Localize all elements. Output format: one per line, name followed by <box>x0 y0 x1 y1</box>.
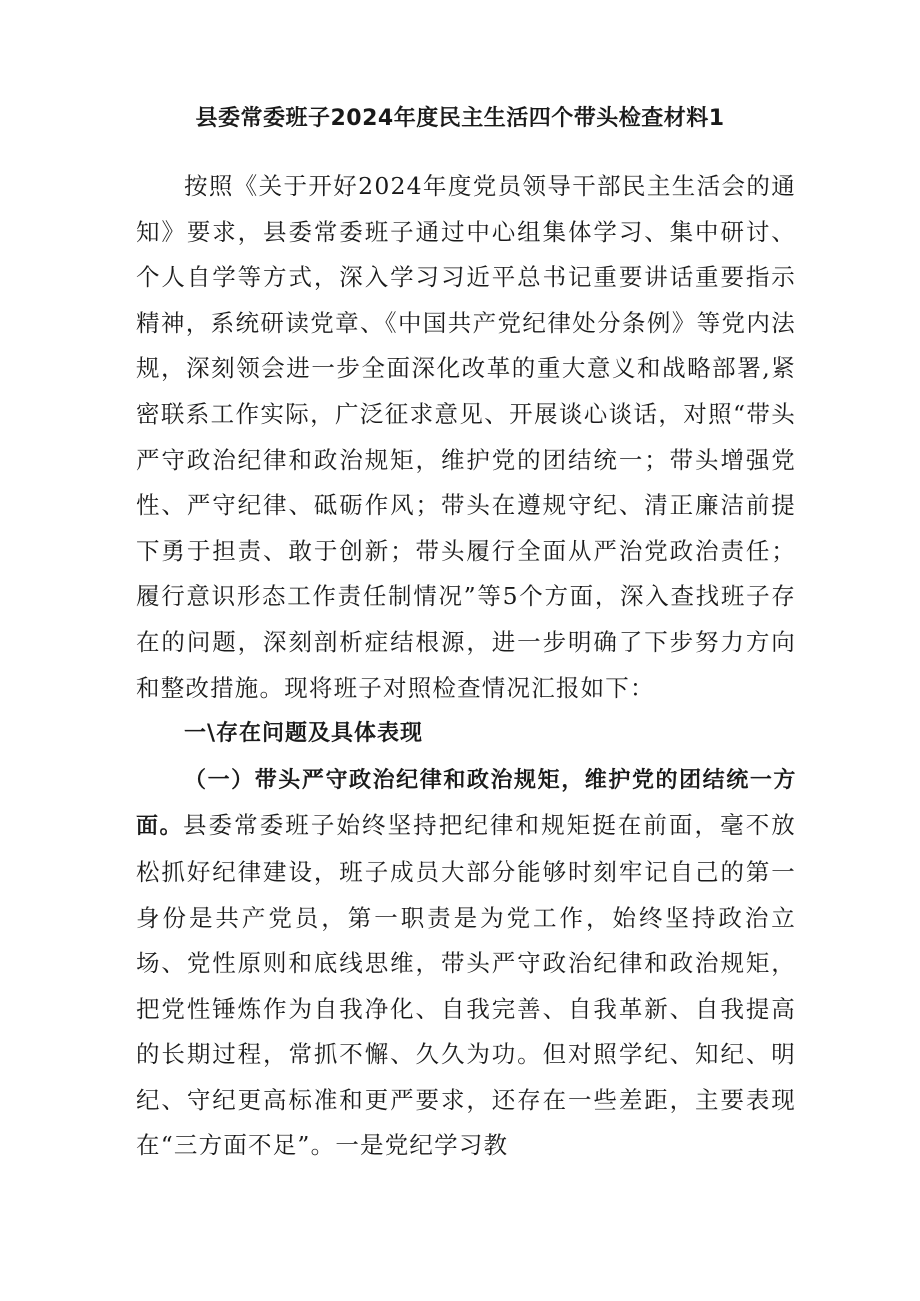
section-heading: 一\存在问题及具体表现 <box>184 721 424 747</box>
subsection-body: 县委常委班子始终坚持把纪律和规矩挺在前面，毫不放松抓好纪律建设，班子成员大部分能够时刻牢记自己的第一身份是共产党员，第一职责是为党工作，始终坚持政治立场、党性原则和底线思维，带头严守政治纪律和政治规矩，把党性锤炼作为自我净化、自我完善、自我革新、自我提高的长期过程，常抓不懈、久久为功。但对照学纪、知纪、明纪、守纪更高标准和更严要求，还存在一些差距，主要表现在“三方面不足”。一是党纪学习教 <box>136 811 796 1160</box>
document-title: 县委常委班子2024年度民主生活四个带头检查材料1 <box>195 106 725 131</box>
subsection-paragraph <box>136 757 796 1169</box>
subsection-heading: （一）带头严守政治纪律和政治规矩，维护党的团结统一方面。 <box>136 767 796 840</box>
document-body <box>136 164 796 1169</box>
intro-paragraph: 按照《关于开好2024年度党员领导干部民主生活会的通知》要求，县委常委班子通过中心组集体学习、集中研讨、个人自学等方式，深入学习习近平总书记重要讲话重要指示精神，系统研读党章、《中国共产党纪律处分条例》等党内法规，深刻领会进一步全面深化改革的重大意义和战略部署,紧密联系工作实际，广泛征求意见、开展谈心谈话，对照“带头严守政治纪律和政治规矩，维护党的团结统一；带头增强党性、严守纪律、砥砺作风；带头在遵规守纪、清正廉洁前提下勇于担责、敢于创新；带头履行全面从严治党政治责任；履行意识形态工作责任制情况”等5个方面，深入查找班子存在的问题，深刻剖析症结根源，进一步明确了下步努力方向和整改措施。现将班子对照检查情况汇报如下： <box>136 172 796 702</box>
